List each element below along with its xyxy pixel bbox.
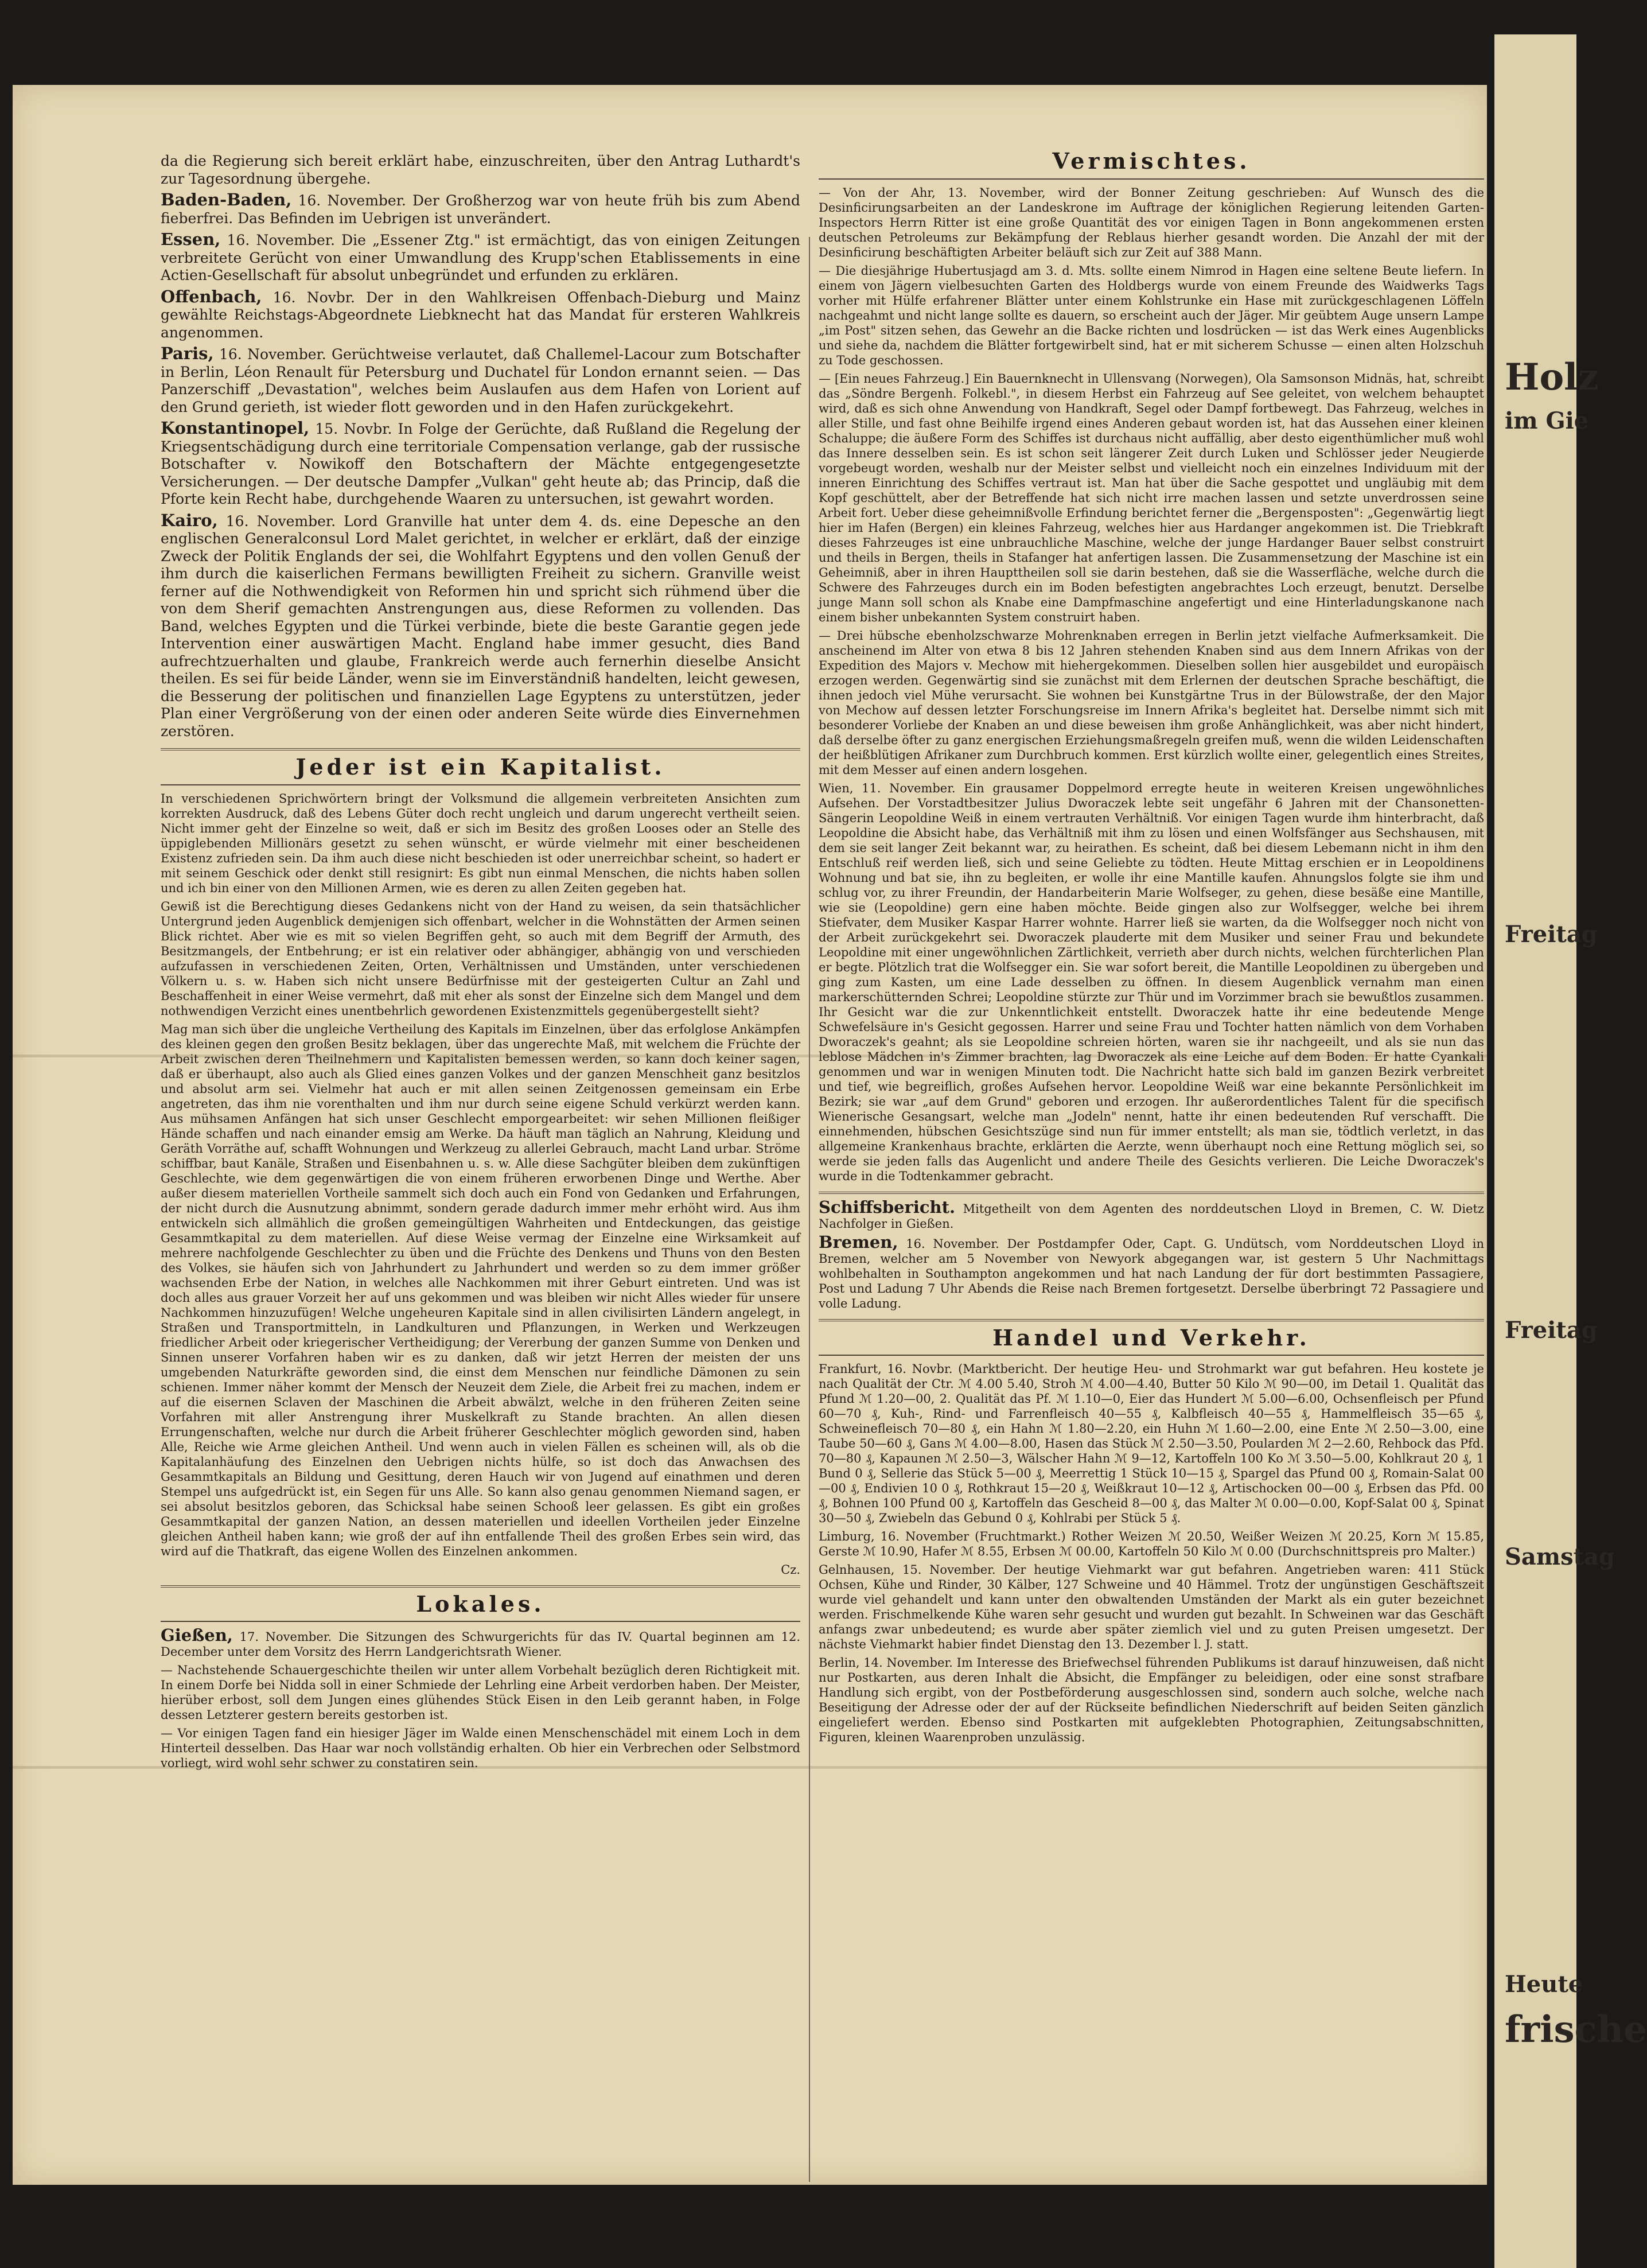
adjacent-page-fragment: Holz [1505,356,1599,399]
essay-paragraph: Mag man sich über die ungleiche Vertheilung des Kapitals im Einzelnen, über das erfolglose Ankämpfen des kleinen gegen den großen Besitz beklagen, über das ungerechte Maß, mit welchem die Früchte der Arbeit zwischen deren Theilnehmern und Kapitalisten bemessen werden, so kann doch keiner sagen, daß er überhaupt, also auch als Glied eines ganzen Volkes und der ganzen Menschheit ganz besitzlos und absolut arm sei. Vielmehr hat auch er mit allen seinen Zeitgenossen gemeinsam ein Erbe angetreten, das ihm nie vorenthalten und ihm nur durch seine eigene Schuld verkürzt werden kann. Aus mühsamen Anfängen hat sich unser Geschlecht emporgearbeitet: wir sehen Millionen fleißiger Hände schaffen und nach einander emsig am Werke. Da häuft man täglich an Nahrung, Kleidung und Geräth Vorräthe auf, schafft Wohnungen und Werkzeug zu allerlei Gebrauch, macht Land urbar. Ströme schiffbar, baut Kanäle, Straßen und Eisenbahnen u. s. w. Alle diese Sachgüter bleiben dem zukünftigen Geschlechte, wie dem gegenwärtigen die von einem früheren erworbenen Dinge und Werthe. Aber außer diesem materiellen Vortheile sammelt sich doch auch ein Fond von Gedanken und Erfahrungen, der nicht durch die Ausnutzung abnimmt, sondern gerade dadurch immer mehr erhöht wird. Aus ihm entwickeln sich allmählich die großen gemeingültigen Wahrheiten und Entdeckungen, das geistige Gesammtkapital zu dem materiellen. Auf diese Weise vermag der Einzelne eine Wirksamkeit auf mehrere nachfolgende Geschlechter zu üben und die Früchte des Denkens und Thuns von den Besten des Volkes, sie häufen sich von Jahrhundert zu Jahrhundert und werden so zu dem immer größer wachsenden Erbe der Nation, in welches alle Nachkommen mit ihrer Geburt eintreten. Und was ist doch alles aus grauer Vorzeit her auf uns gekommen und was bleiben wir nicht Alles wieder für unsere Nachkommen hinzuzufügen! Welche ungeheuren Kapitale sind in allen civilisirten Ländern angelegt, in Straßen und Transportmitteln, in Landkulturen und Pflanzungen, in Werken und Werkzeugen friedlicher Arbeit oder kriegerischer Vertheidigung; der Vererbung der ganzen Summe von Denken und Sinnen unserer Vorfahren haben wir es zu danken, daß wir jetzt Herren der meisten der uns umgebenden Naturkräfte geworden sind, die einst dem Menschen nur feindliche Dämonen zu sein schienen. Immer näher kommt der Mensch der Neuzeit dem Ziele, die Arbeit frei zu machen, indem er auf die eisernen Sclaven der Maschinen die Arbeit abwälzt, welche in den früheren Zeiten seine Vorfahren mit aller Anstrengung ihrer Muskelkraft zu Stande brachten. An allen diesen Errungenschaften, welche nur durch die Arbeit früherer Geschlechter möglich geworden sind, haben Alle, Reiche wie Arme gleichen Antheil. Und wenn auch in vielen Fällen es scheinen will, als ob die Kapitalanhäufung des Einzelnen den Uebrigen nichts hülfe, so ist doch das Anwachsen des Gesammtkapitals an Bildung und Gesittung, deren Hauch wir von Jugend auf einathmen und deren Stempel uns aufgedrückt ist, ein Segen für uns Alle. So kann also genau genommen Niemand sagen, er sei absolut besitzlos geboren, das Schicksal habe seinen Schooß leer gelassen. Es gibt ein großes Gesammtkapital der ganzen Nation, an dessen materiellen und ideellen Vortheilen jeder Einzelne gleichen Antheil haben kann; wie groß der auf ihn entfallende Theil des großen Erbes sein wird, das wird auf die Thatkraft, das eigene Wollen des Einzelnen ankommen. [161,1022,800,1558]
essay-body [161,791,800,1577]
section-rule [819,1355,1484,1356]
local-item: Gießen, 17. November. Die Sitzungen des Schwurgerichts für das IV. Quartal beginnen am 12. December unter dem Vorsitz des Herrn Landgerichtsrath Wiener. [161,1625,800,1659]
right-column [819,148,1484,1748]
adjacent-page-fragment: frische [1505,2008,1647,2051]
trade-item: Frankfurt, 16. Novbr. (Marktbericht. Der heutige Heu- und Strohmarkt war gut befahren. Heu kostete je nach Qualität der Ctr. ℳ 4.00 5.40, Stroh ℳ 4.00—4.40, Butter 50 Kilo ℳ 90—00, im Detail 1. Qualität das Pfund ℳ 1.20—00, 2. Qualität das Pf. ℳ 1.10—0, Eier das Hundert ℳ 5.00—6.00, Ochsenfleisch per Pfund 60—70 ₰, Kuh-, Rind- und Farrenfleisch 40—55 ₰, Kalbfleisch 40—55 ₰, Hammelfleisch 35—65 ₰, Schweinefleisch 70—80 ₰, ein Hahn ℳ 1.80—2.20, ein Huhn ℳ 1.60—2.00, eine Ente ℳ 2.50—3.00, eine Taube 50—60 ₰, Gans ℳ 4.00—8.00, Hasen das Stück ℳ 2.50—3.50, Poularden ℳ 2—2.60, Rehbock das Pfd. 70—80 ₰, Kapaunen ℳ 2.50—3, Wälscher Hahn ℳ 9—12, Kartoffeln 100 Ko ℳ 3.50—5.00, Kohlkraut 20 ₰, 1 Bund 0 ₰, Sellerie das Stück 5—00 ₰, Meerrettig 1 Stück 10—15 ₰, Spargel das Pfund 00 ₰, Romain-Salat 00—00 ₰, Endivien 10 0 ₰, Rothkraut 15—20 ₰, Weißkraut 10—12 ₰, Artischocken 00—00 ₰, Erbsen das Pfd. 00 ₰, Bohnen 100 Pfund 00 ₰, Kartoffeln das Gescheid 8—00 ₰, das Malter ℳ 0.00—0.00, Kopf-Salat 00 ₰, Spinat 30—50 ₰, Zwiebeln das Gebund 0 ₰, Kohlrabi per Stück 5 ₰. [819,1362,1484,1525]
essay-paragraph: In verschiedenen Sprichwörtern bringt der Volksmund die allgemein verbreiteten Ansichten zum korrekten Ausdruck, daß des Lebens Güter doch recht ungleich und darum ungerecht vertheilt seien. Nicht immer geht der Einzelne so weit, daß er sich im Besitz des großen Looses oder an Stelle des üppiglebenden Millionärs gesetzt zu sehen wünscht, er würde vielmehr mit einer bescheidenen Existenz zufrieden sein. Da ihm auch diese nicht beschieden ist oder unerreichbar scheint, so hadert er mit seinem Geschick oder denkt still resignirt: Es gibt nun einmal Menschen, die nichts haben sollen und ich bin einer von den Millionen Armen, wie es deren zu allen Zeiten gegeben hat. [161,791,800,895]
misc-title: Vermischtes. [1052,148,1251,174]
section-rule [161,784,800,785]
misc-item: — [Ein neues Fahrzeug.] Ein Bauernknecht in Ullensvang (Norwegen), Ola Samsonson Midnäs, hat, schreibt das „Söndre Bergenh. Folkebl.", in diesem Herbst ein Fahrzeug auf See geleitet, von welchem behauptet wird, daß es sich ohne Anwendung von Handkraft, Segel oder Dampf fortbewegt. Das Fahrzeug, welches in aller Stille, und fast ohne Beihilfe irgend eines Anderen gebaut worden ist, hat das Aussehen einer kleinen Schaluppe; die äußere Form des Schiffes ist durchaus nicht auffällig, aber desto eigenthümlicher muß wohl das Innere desselben sein. Es ist schon seit längerer Zeit durch Luken und Schlösser jeder Neugierde vorgebeugt worden, weshalb nur der Meister selbst und vielleicht noch ein einzelnes Individuum mit der inneren Einrichtung des Schiffes vertraut ist. Man hat über die Sache gespottet und ungläubig mit dem Kopf geschüttelt, aber der Betreffende hat sich nicht irre machen lassen und setzte unverdrossen seine Arbeit fort. Ueber diese geheimnißvolle Erfindung berichtet ferner die „Bergensposten": „Gegenwärtig liegt hier im Hafen (Bergen) ein kleines Fahrzeug, welches hier aus Hardanger angekommen ist. Die Triebkraft dieses Fahrzeuges ist eine unbrauchliche Maschine, welche der junge Hardanger Bauer selbst construirt und theils in Bergen, theils in Stafanger hat anfertigen lassen. Die Zusammensetzung der Maschine ist ein Geheimniß, aber in ihren Haupttheilen soll sie darin bestehen, daß sie die Wasserfläche, welche durch die Schwere des Fahrzeuges durch ein im Boden befestigten angebrachtes Loch erzeugt, benutzt. Derselbe junge Mann soll schon als Knabe eine Dampfmaschine angefertigt und eine Hinterladungskanone nach einem bisher unbekannten System construirt haben. [819,371,1484,624]
news-item: Kairo, 16. November. Lord Granville hat unter dem 4. ds. eine Depesche an den englischen Generalconsul Lord Malet gerichtet, in welcher er erklärt, daß der einzige Zweck der Politik Englands der sei, die Wohlfahrt Egyptens und den vollen Genuß der ihm durch die kaiserlichen Fermans bewilligten Freiheit zu sichern. Granville weist ferner auf die Nothwendigkeit von Reformen hin und spricht sich rühmend über die von dem Sherif gemachten Anstrengungen aus, diese Reformen zu vollenden. Das Band, welches Egypten und die Türkei verbinde, biete die beste Garantie gegen jede Intervention einer auswärtigen Macht. England habe immer gesucht, dies Band aufrechtzuerhalten und glaube, Frankreich werde auch fernerhin dieselbe Ansicht theilen. Es sei für beide Länder, wenn sie im Einverständniß handelten, leicht gewesen, die Besserung der politischen und finanziellen Lage Egyptens zu unterstützen, jeder Plan einer Vergrößerung von der einen oder anderen Seite würde dies Einvernehmen zerstören. [161,510,801,740]
trade-item: Gelnhausen, 15. November. Der heutige Viehmarkt war gut befahren. Angetrieben waren: 411 Stück Ochsen, Kühe und Rinder, 30 Kälber, 127 Schweine und 40 Hämmel. Trotz der ungünstigen Geschäftszeit wurde viel gehandelt und kann unter den obwaltenden Umständen der Markt als ein guter bezeichnet werden. Frischmelkende Kühe waren sehr gesucht und wurden gut bezahlt. In Schweinen war das Geschäft anfangs zwar unbedeutend; es wurde aber später ziemlich viel und zu guten Preisen umgesetzt. Der nächste Viehmarkt habier findet Dienstag den 13. Dezember l. J. statt. [819,1563,1484,1651]
section-rule [819,178,1484,180]
news-item: da die Regierung sich bereit erklärt habe, einzuschreiten, über den Antrag Luthardt's zur Tagesordnung übergehe. [161,153,800,187]
column-divider [809,237,810,2182]
news-item: Offenbach, 16. Novbr. Der in den Wahlkreisen Offenbach-Dieburg und Mainz gewählte Reichstags-Abgeordnete Liebknecht hat das Mandat für ersteren Wahlkreis angenommen. [161,286,800,341]
trade-title: Handel und Verkehr. [992,1324,1310,1351]
ship-report-body: Bremen, 16. November. Der Postdampfer Oder, Capt. G. Undütsch, vom Norddeutschen Lloyd in Bremen, welcher am 5 November von Newyork abgegangen war, ist gestern 5 Uhr Nachmittags wohlbehalten in Southampton angekommen und hat nach Landung der für dort bestimmten Passagiere, Post und Ladung 7 Uhr Abends die Reise nach Bremen fortgesetzt. Derselbe überbringt 72 Passagiere und volle Ladung. [819,1232,1484,1310]
adjacent-page-fragment: im Gie [1505,407,1589,434]
essay-title: Jeder ist ein Kapitalist. [295,754,665,780]
news-item: Baden-Baden, 16. November. Der Großherzog war von heute früh bis zum Abend fieberfrei. Das Befinden im Uebrigen ist unverändert. [161,190,800,227]
adjacent-page-fragment: Freitag [1505,1317,1598,1344]
section-rule [819,1319,1484,1321]
news-top [161,153,800,740]
newspaper-page [13,85,1487,2185]
section-rule [161,1585,800,1588]
adjacent-page-edge [1494,34,1647,2268]
misc-item: — Drei hübsche ebenholzschwarze Mohrenknaben erregen in Berlin jetzt vielfache Aufmerksamkeit. Die anscheinend im Alter von etwa 8 bis 12 Jahren stehenden Knaben sind aus dem Innern Afrikas von der Expedition des Majors v. Mechow mit hiehergekommen. Dieselben sollen hier ausgebildet und europäisch erzogen werden. Gegenwärtig sind sie zunächst mit dem Erlernen der deutschen Sprache beschäftigt, die ihnen jedoch viel Mühe verursacht. Sie wohnen bei Kunstgärtne Trus in der Bülowstraße, der den Major von Mechow auf dessen letzter Forschungsreise im Innern Afrika's begleitet hat. Derselbe nimmt sich mit besonderer Vorliebe der Knaben an und diese beweisen ihm große Anhänglichkeit, was aber nicht hindert, daß derselbe öfter zu ganz energischen Erziehungsmaßregeln greifen muß, wenn die wilden Leidenschaften der heißblütigen Afrikaner zum Durchbruch kommen. Erst kürzlich wollte einer, gelegentlich eines Streites, mit dem Messer auf einen andern losgehen. [819,628,1484,777]
misc-item: — Von der Ahr, 13. November, wird der Bonner Zeitung geschrieben: Auf Wunsch des die Desinficirungsarbeiten an der Landeskrone im Auftrage der königlichen Regierung leitenden Garten-Inspectors Herrn Ritter ist eine große Quantität des vor einigen Tagen in Bonn angekommenen ersten deutschen Petroleums zur Bekämpfung der Reblaus hierher gesandt worden. Die Anzahl der mit der Desinficirung beschäftigten Arbeiter beläuft sich zur Zeit auf 388 Mann. [819,185,1484,259]
news-item: Essen, 16. November. Die „Essener Ztg." ist ermächtigt, das von einigen Zeitungen verbreitete Gerücht von einer Umwandlung des Krupp'schen Etablissements in eine Actien-Gesellschaft für absolut unbegründet und erfunden zu erklären. [161,229,800,283]
left-column [161,153,800,1774]
trade-item: Berlin, 14. November. Im Interesse des Briefwechsel führenden Publikums ist darauf hinzuweisen, daß nicht nur Postkarten, aus deren Inhalt die Absicht, die Empfänger zu beleidigen, oder eine sonst strafbare Handlung sich ergibt, von der Postbeförderung ausgeschlossen sind, sondern auch solche, welche nach Beseitigung der Adresse oder der auf der Rückseite befindlichen Niederschrift auf beiden Seiten gänzlich eingeliefert werden. Ebenso sind Postkarten mit aufgeklebten Photographien, Zeitungsabschnitten, Figuren, kleinen Waarenproben unzulässig. [819,1656,1484,1744]
essay-paragraph: Gewiß ist die Berechtigung dieses Gedankens nicht von der Hand zu weisen, da sein thatsächlicher Untergrund jeden Augenblick demjenigen sich offenbart, welcher in die Wohnstätten der Armen seinen Blick richtet. Aber wie es mit so vielen Begriffen geht, so auch mit dem Begriff der Armuth, des Besitzmangels, der Entbehrung; er ist ein relativer oder abhängiger, abhängig von und verschieden aufzufassen in verschiedenen Zeiten, Orten, Verhältnissen und Umständen, unter verschiedenen Völkern u. s. w. Haben sich nicht unsere Bedürfnisse mit der gesteigerten Cultur an Zahl und Beschaffenheit in einer Weise vermehrt, daß mit eher als sonst der Einzelne sich dem Mangel und dem nothwendigen Verzicht eines unentbehrlich gewordenen Existenzmittels gegenübergestellt sieht? [161,899,800,1018]
adjacent-page-fragment: Heute [1505,1971,1583,1998]
misc-item: Wien, 11. November. Ein grausamer Doppelmord erregte heute in weiteren Kreisen ungewöhnliches Aufsehen. Der Vorstadtbesitzer Julius Dworaczek lebte seit ungefähr 6 Jahren mit der Chansonetten-Sängerin Leopoldine Weiß in einem vertrauten Verhältniß. Vor einigen Tagen wurde ihm hinterbracht, daß Leopoldine die Absicht habe, das Verhältniß mit ihm zu lösen und einen Wolfsfänger aus Sechshausen, mit dem sie seit langer Zeit bekannt war, zu heirathen. Es scheint, daß bei diesem Lebemann nicht in ihm den Entschluß reif werden ließ, sich und seine Geliebte zu tödten. Heute Mittag erschien er in Leopoldinens Wohnung und bat sie, ihn zu begleiten, er wolle ihr eine Mantille kaufen. Ahnungslos folgte sie ihm und schlug vor, zu ihrer Freundin, der Handarbeiterin Marie Wolfseger, zu gehen, diese besäße eine Mantille, wie sie (Leopoldine) gern eine haben möchte. Beide gingen also zur Wolfsegger, welche bei ihrem Stiefvater, dem Musiker Kaspar Harrer wohnte. Harrer ließ sie warten, da die Wolfsegger noch nicht von der Arbeit zurückgekehrt sei. Dworaczek plauderte mit dem Musiker und seiner Frau und bekundete Leopoldine mit einer ungewöhnlichen Zärtlichkeit, verrieth aber durch nichts, welchen fürchterlichen Plan er begte. Plötzlich trat die Wolfsegger ein. Sie war sofort bereit, die Mantille Leopoldinen zu übergeben und ging zum Kasten, um eine Lade desselben zu öffnen. In diesem Augenblick vernahm man einen markerschütternden Schrei; Leopoldine stürzte zur Thür und im Vorzimmer brach sie bewußtlos zusammen. Ihr Gesicht war die zur Unkenntlichkeit entstellt. Dworaczek hatte ihr eine bedeutende Menge Schwefelsäure in's Gesicht gegossen. Harrer und seine Frau und Tochter hatten nämlich von dem Vorhaben Dworaczek's geahnt; als sie Leopoldine schreien hörten, waren sie ihr nachgeeilt, und als sie nun das leblose Mädchen in's Zimmer brachten, lag Dworaczek als eine Leiche auf dem Boden. Er hatte Cyankali genommen und war in wenigen Minuten todt. Die Nachricht hatte sich bald im ganzen Bezirk verbreitet und tief, wie begreiflich, großes Aufsehen hervor. Leopoldine Weiß war eine bekannte Persönlichkeit im Bezirk; sie war „auf dem Grund" geboren und erzogen. Ihr außerordentliches Talent für die specifisch Wienerische Gesangsart, welche man „Jodeln" nennt, hatte ihr einen bedeutenden Ruf verschafft. Die einnehmenden, hübschen Gesichtszüge sind nun für immer entstellt; als man sie, tödtlich verletzt, in das allgemeine Krankenhaus brachte, erklärten die Aerzte, wenn überhaupt noch eine Rettung möglich sei, so werde sie jeden falls das Augenlicht und andere Theile des Gesichts verlieren. Die Leiche Dworaczek's wurde in die Todtenkammer gebracht. [819,781,1484,1183]
section-rule [161,1621,800,1622]
news-item: Paris, 16. November. Gerüchtweise verlautet, daß Challemel-Lacour zum Botschafter in Berlin, Léon Renault für Petersburg und Duchatel für London ernannt seien. — Das Panzerschiff „Devastation", welches beim Auslaufen aus dem Hafen von Lorient auf den Grund gerieth, ist wieder flott geworden und in den Hafen zurückgekehrt. [161,344,800,415]
adjacent-page-fragment: Freitag [1505,921,1598,948]
section-rule [161,748,800,750]
local-title: Lokales. [416,1590,545,1617]
local-item: — Vor einigen Tagen fand ein hiesiger Jäger im Walde einen Menschenschädel mit einem Loch in dem Hinterteil desselben. Das Haar war noch vollständig erhalten. Ob hier ein Verbrechen oder Selbstmord vorliegt, wird wohl sehr schwer zu constatiren sein. [161,1726,800,1770]
adjacent-page-fragment: Samstag [1505,1543,1615,1570]
trade-item: Limburg, 16. November (Fruchtmarkt.) Rother Weizen ℳ 20.50, Weißer Weizen ℳ 20.25, Korn ℳ 15.85, Gerste ℳ 10.90, Hafer ℳ 8.55, Erbsen ℳ 00.00, Kartoffeln 50 Kilo ℳ 0.00 (Durchschnittspreis pro Malter.) [819,1530,1484,1558]
section-rule [819,1192,1484,1194]
ship-report: Schiffsbericht. Mitgetheilt von dem Agenten des norddeutschen Lloyd in Bremen, C. W. Dietz Nachfolger in Gießen. [819,1197,1484,1231]
local-item: — Nachstehende Schauergeschichte theilen wir unter allem Vorbehalt bezüglich deren Richtigkeit mit. In einem Dorfe bei Nidda soll in einer Schmiede der Lehrling eine Arbeit verdorben haben. Der Meister, hierüber erbost, soll dem Jungen eines glühendes Stück Eisen in den Leib gerannt haben, in Folge dessen Letzterer gestern bereits gestorben ist. [161,1663,800,1722]
essay-signature: Cz. [781,1562,800,1577]
news-item: Konstantinopel, 15. Novbr. In Folge der Gerüchte, daß Rußland die Regelung der Kriegsentschädigung durch eine territoriale Compensation verlange, gab der russische Botschafter v. Nowikoff den Botschaftern der Mächte entgegengesetzte Versicherungen. — Der deutsche Dampfer „Vulkan" geht heute ab; das Princip, daß die Pforte kein Recht habe, durchgehende Waaren zu untersuchen, ist gewahrt worden. [161,418,800,507]
misc-item: — Die diesjährige Hubertusjagd am 3. d. Mts. sollte einem Nimrod in Hagen eine seltene Beute liefern. In einem von Jägern vielbesuchten Garten des Holdbergs wurde von einem Freunde des Waidwerks Tags vorher mit Hülfe erfahrener Blätter unter einem Kohlstrunke ein Hase mit zurückgeschlagenen Löffeln nachgeahmt und nicht lange sollte es dauern, so erscheint auch der Jäger. Mir geübtem Auge unsern Lampe „im Post" sitzen sehen, das Gewehr an die Backe richten und losdrücken — ist das Werk eines Augenblicks und siehe da, nachdem die Blätter fortgewirbelt sind, hat er mit sicherem Schusse — einen alten Holzschuh zu Tode geschossen. [819,263,1484,367]
